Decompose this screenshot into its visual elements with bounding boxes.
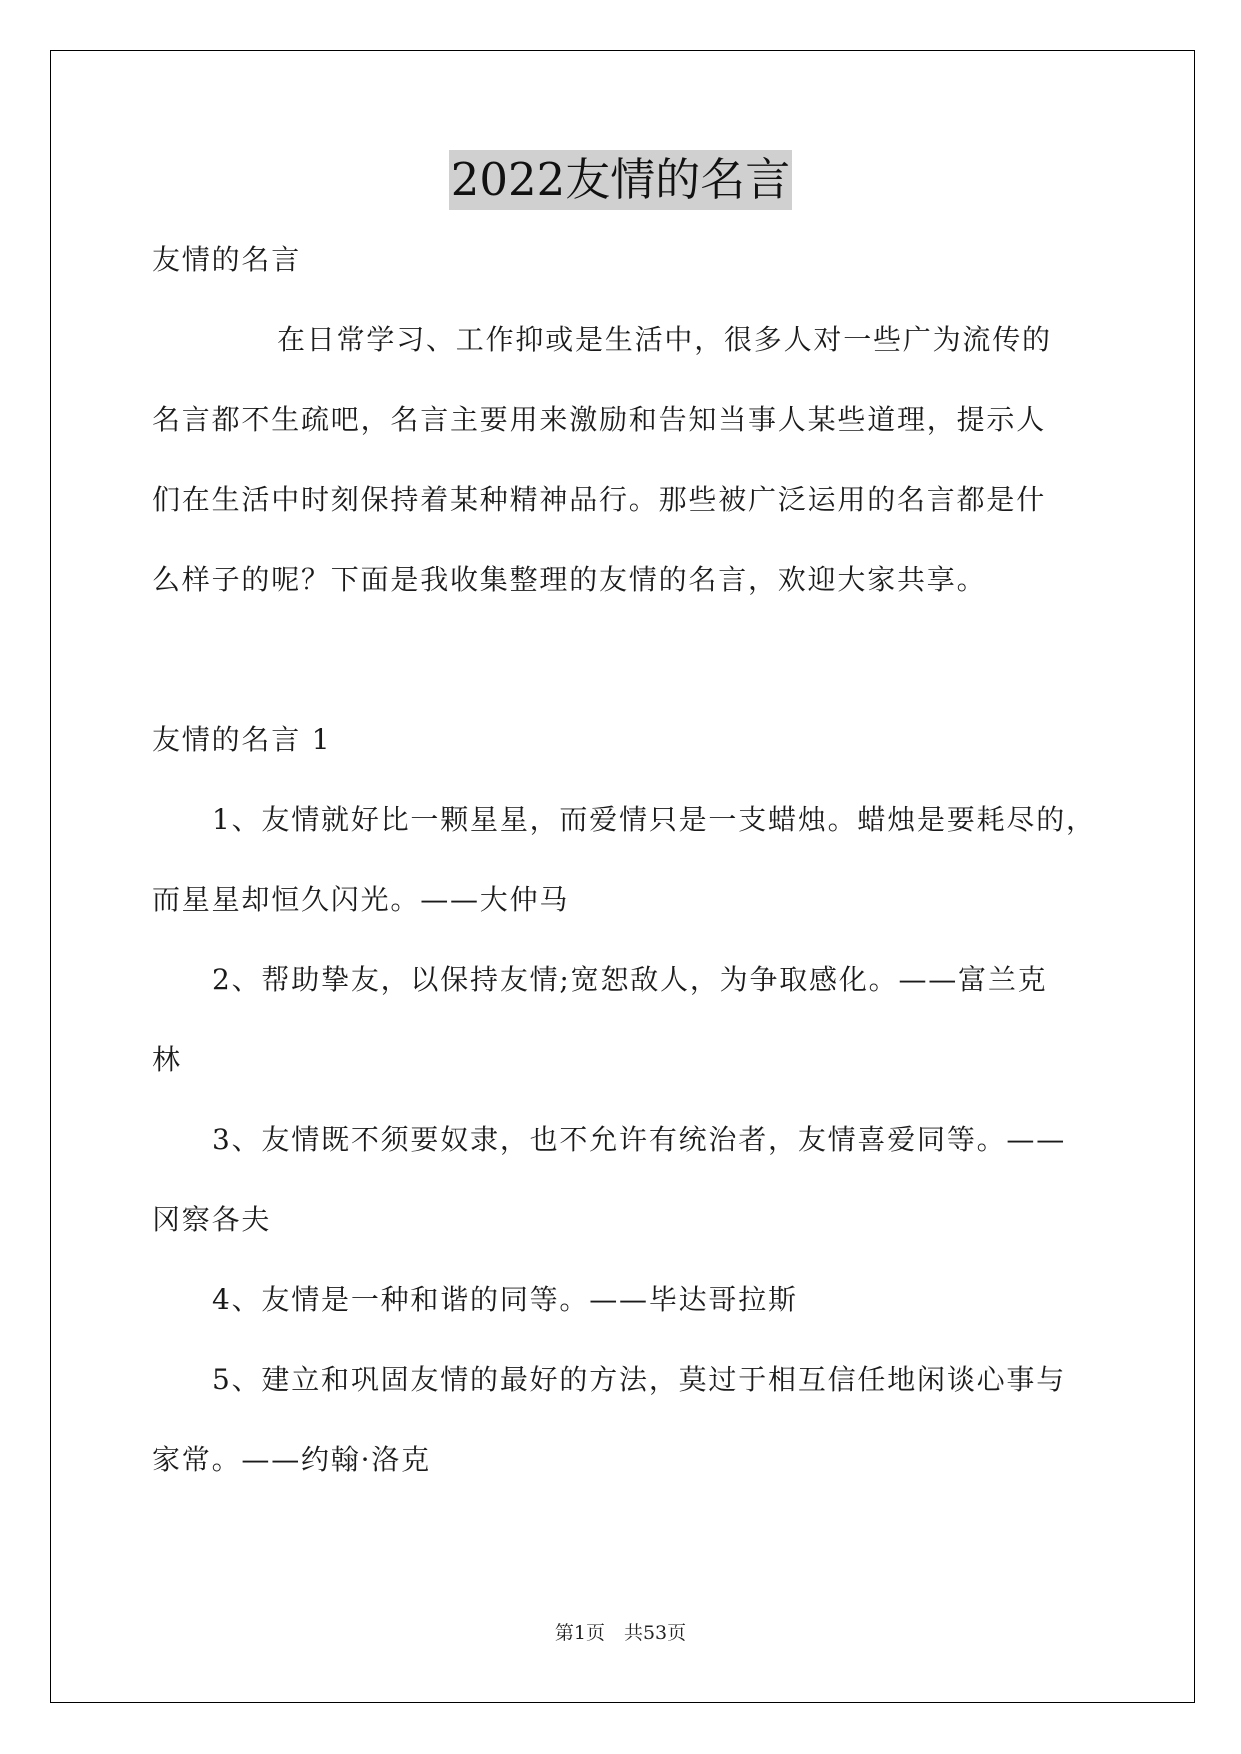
quote-line: 2、帮助挚友，以保持友情;宽恕敌人，为争取感化。——富兰克	[212, 963, 1048, 996]
spacer	[152, 635, 1092, 715]
quote-line: 林	[152, 1043, 182, 1076]
intro-line: 们在生活中时刻保持着某种精神品行。那些被广泛运用的名言都是什	[152, 483, 1047, 516]
document-title-wrap	[0, 150, 1241, 210]
quote-line: 4、友情是一种和谐的同等。——毕达哥拉斯	[212, 1283, 798, 1316]
quote-line: 1、友情就好比一颗星星，而爱情只是一支蜡烛。蜡烛是要耗尽的，	[212, 803, 1096, 836]
intro-line: 在日常学习、工作抑或是生活中，很多人对一些广为流传的	[277, 323, 1052, 356]
quote-line: 3、友情既不须要奴隶，也不允许有统治者，友情喜爱同等。——	[212, 1123, 1067, 1156]
section-heading: 友情的名言 1	[152, 723, 332, 756]
intro-line: 名言都不生疏吧，名言主要用来激励和告知当事人某些道理，提示人	[152, 403, 1047, 436]
quote-line: 5、建立和巩固友情的最好的方法，莫过于相互信任地闲谈心事与	[212, 1363, 1067, 1396]
quote-line: 冈察各夫	[152, 1203, 272, 1236]
document-title: 2022友情的名言	[449, 150, 793, 210]
quote-line: 家常。——约翰·洛克	[152, 1443, 431, 1476]
page-number-footer: 第1页 共53页	[554, 1622, 687, 1644]
document-heading: 友情的名言	[152, 243, 302, 276]
document-body	[152, 235, 1096, 1515]
quote-line: 而星星却恒久闪光。——大仲马	[152, 883, 570, 916]
intro-line: 么样子的呢？下面是我收集整理的友情的名言，欢迎大家共享。	[152, 563, 987, 596]
